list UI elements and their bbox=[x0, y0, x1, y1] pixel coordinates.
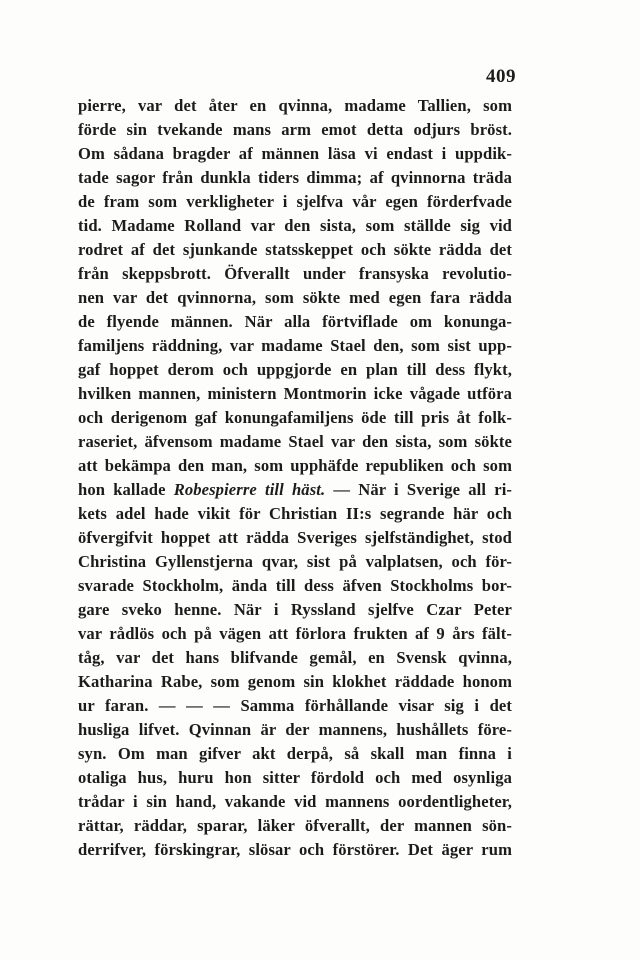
text-line: raseriet, äfvensom madame Stael var den sista, som sökte bbox=[78, 432, 512, 451]
text-line: derrifver, förskingrar, slösar och förstörer. Det äger rum bbox=[78, 840, 512, 859]
text-line: svarade Stockholm, ända till dess äfven Stockholms bor- bbox=[78, 576, 512, 595]
text-line: kets adel hade vikit för Christian II:s segrande här och bbox=[78, 504, 512, 523]
text-line: husliga lifvet. Qvinnan är der mannens, hushållets före- bbox=[78, 720, 512, 739]
text-line: syn. Om man gifver akt derpå, så skall man finna i bbox=[78, 744, 512, 763]
text-segment: — När i Sverige all ri- bbox=[333, 480, 512, 499]
page-number: 409 bbox=[486, 66, 516, 87]
text-line: rättar, räddar, sparar, läker öfverallt, der mannen sön- bbox=[78, 816, 512, 835]
text-line: tade sagor från dunkla tiders dimma; af qvinnorna träda bbox=[78, 168, 512, 187]
text-line: pierre, var det åter en qvinna, madame Tallien, som bbox=[78, 96, 512, 115]
text-line: Christina Gyllenstjerna qvar, sist på valplatsen, och för- bbox=[78, 552, 512, 571]
text-line: från skeppsbrott. Öfverallt under fransyska revolutio- bbox=[78, 264, 512, 283]
text-line: förde sin tvekande mans arm emot detta odjurs bröst. bbox=[78, 120, 512, 139]
text-line: de flyende männen. När alla förtviflade om konunga- bbox=[78, 312, 512, 331]
text-line: ur faran. — — — Samma förhållande visar sig i det bbox=[78, 696, 512, 715]
text-line: var rådlös och på vägen att förlora frukten af 9 års fält- bbox=[78, 624, 512, 643]
text-line: och derigenom gaf konungafamiljens öde till pris åt folk- bbox=[78, 408, 512, 427]
text-line: hvilken mannen, ministern Montmorin icke vågade utföra bbox=[78, 384, 512, 403]
text-line: rodret af det sjunkande statsskeppet och sökte rädda det bbox=[78, 240, 512, 259]
text-line: de fram som verkligheter i sjelfva vår egen förderfvade bbox=[78, 192, 512, 211]
text-line: gare sveko henne. När i Ryssland sjelfve Czar Peter bbox=[78, 600, 512, 619]
text-line: tåg, var det hans blifvande gemål, en Svensk qvinna, bbox=[78, 648, 512, 667]
body-text bbox=[78, 94, 512, 862]
text-line: Katharina Rabe, som genom sin klokhet räddade honom bbox=[78, 672, 512, 691]
text-line: nen var det qvinnorna, som sökte med egen fara rädda bbox=[78, 288, 512, 307]
text-line: öfvergifvit hoppet att rädda Sveriges sjelfständighet, stod bbox=[78, 528, 512, 547]
text-line: Om sådana bragder af männen läsa vi endast i uppdik- bbox=[78, 144, 512, 163]
italic-quote: Robespierre till häst. bbox=[173, 480, 326, 499]
text-line-with-italic bbox=[78, 478, 512, 502]
text-line: trådar i sin hand, vakande vid mannens oordentligheter, bbox=[78, 792, 512, 811]
text-line: otaliga hus, huru hon sitter fördold och med osynliga bbox=[78, 768, 512, 787]
text-segment: hon kallade bbox=[78, 480, 166, 499]
text-line: familjens räddning, var madame Stael den, som sist upp- bbox=[78, 336, 512, 355]
text-line: att bekämpa den man, som upphäfde republiken och som bbox=[78, 456, 512, 475]
text-line: gaf hoppet derom och uppgjorde en plan till dess flykt, bbox=[78, 360, 512, 379]
text-line: tid. Madame Rolland var den sista, som ställde sig vid bbox=[78, 216, 512, 235]
